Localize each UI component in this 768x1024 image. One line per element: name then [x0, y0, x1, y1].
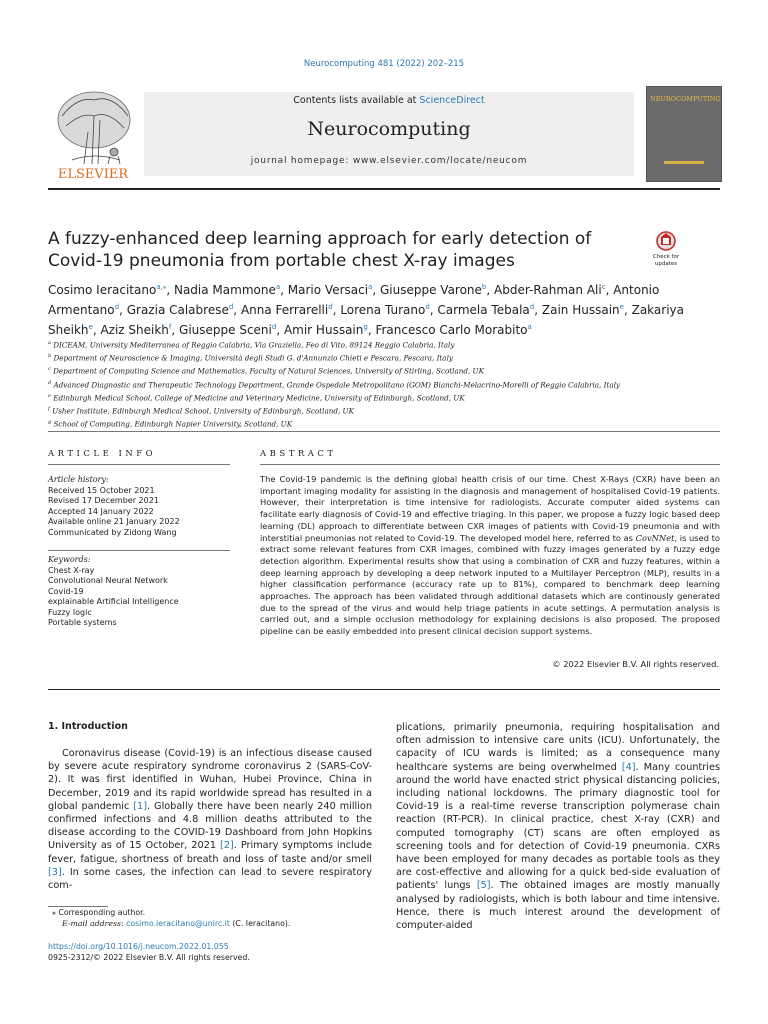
history-entry: Revised 17 December 2021 — [48, 496, 159, 505]
author-affiliation-mark[interactable]: f — [168, 323, 172, 331]
author-name: Antonio Armentano — [48, 283, 660, 317]
citation-link[interactable]: [3] — [48, 866, 62, 878]
svg-text:updates: updates — [654, 261, 678, 267]
email-link[interactable]: cosimo.ieracitano@unirc.it — [126, 919, 230, 928]
history-entry: Communicated by Zidong Wang — [48, 527, 177, 537]
keyword: explainable Artificial Intelligence — [48, 597, 179, 606]
author-affiliation-mark[interactable]: e — [619, 303, 624, 311]
publisher-wordmark: ELSEVIER — [57, 167, 129, 181]
journal-reference[interactable]: Neurocomputing 481 (2022) 202–215 — [303, 59, 465, 69]
author-name: Grazia Calabrese — [126, 303, 229, 317]
intro-column-2 — [396, 721, 720, 932]
info-divider — [48, 464, 230, 465]
author-affiliation-mark[interactable]: d — [529, 303, 535, 311]
citation-link[interactable]: [2] — [220, 840, 234, 852]
issn-line: 0925-2312/© 2022 Elsevier B.V. All rights reserved. — [48, 953, 250, 962]
body-text: . Many countries around the world have enacted strict physical distancing policies, including national lockdowns. The primary diagnostic tool for Covid-19 is a real-time reverse transcription polymerase chain reaction (RT-PCR). In clinical practice, chest X-ray (CXR) and computed tomography (CT) scans are often employed as screening tools and for detection of Covid-19 pneumonia. CXRs have been employed for many decades as portable tools as they are cost-effective and allowing for a quick bed-side evaluation of patients' lungs — [396, 761, 720, 892]
affiliation-text: School of Computing, Edinburgh Napier University, Scotland, UK — [53, 419, 293, 429]
author-name: Zakariya Sheikh — [48, 303, 684, 337]
author-name: Giuseppe Varone — [379, 283, 482, 297]
author-affiliation-mark[interactable]: a,⁎ — [156, 283, 167, 291]
author-name: Anna Ferrarelli — [240, 303, 329, 317]
history-entry: Available online 21 January 2022 — [48, 517, 180, 526]
body-text: plications, primarily pneumonia, requiring hospitalisation and often admission to intensive care units (ICU). Unfortunately, the capacity of ICU wards is limited; as a consequence many healthcare systems are being overwhelmed — [396, 722, 720, 773]
check-for-updates-badge[interactable] — [646, 230, 686, 270]
author-affiliation-mark[interactable]: a — [527, 323, 532, 331]
author-name: Lorena Turano — [340, 303, 426, 317]
journal-homepage: journal homepage: www.elsevier.com/locate/neucom — [250, 156, 528, 166]
author-affiliation-mark[interactable]: b — [481, 283, 487, 291]
affiliations — [48, 338, 720, 430]
section-divider — [48, 431, 720, 432]
author-affiliation-mark[interactable]: c — [601, 283, 606, 291]
affiliation-line — [48, 417, 720, 430]
journal-header — [48, 86, 720, 181]
author-name: Cosimo Ieracitano — [48, 283, 157, 297]
affiliation-text: DICEAM, University Mediterranea of Reggio Calabria, Via Graziella, Feo di Vito, 89124 Reggio Calabria, Italy — [53, 340, 455, 350]
doi-link[interactable]: https://doi.org/10.1016/j.neucom.2022.01.055 — [48, 942, 229, 951]
body-text: . Primary symptoms include fever, fatigue, shortness of breath and loss of taste and/or smell — [48, 840, 372, 865]
corresponding-author-note: ⁎ Corresponding author. — [52, 908, 146, 917]
article-info-heading: ARTICLE INFO — [48, 449, 157, 459]
author-name: Zain Hussain — [541, 303, 620, 317]
affiliation-text: Advanced Diagnostic and Therapeutic Technology Department, Grande Ospedale Metropolitano (GOM) Bianchi-Melacrino-Morelli of Reggio Calabria, Italy — [53, 379, 620, 389]
abstract-text: The Covid-19 pandemic is the defining global health crisis of our time. Chest X-Rays (CXR) have been an important imaging modality for assisting in the diagnosis and management of hospitalised Covid-19 patients. However, their interpretation is time intensive for radiologists. Accurate computer aided systems can facilitate early diagnosis of Covid-19 and effective triaging. In this paper, we propose a fuzzy logic based deep learning (DL) approach to differentiate between CXR images of patients with Covid-19 pneumonia and with interstitial pneumonias not related to Covid-19. The developed model here, referred to as CovNNet, is used to extract some relevant features from CXR images, combined with fuzzy images generated by a fuzzy edge detection algorithm. Experimental results show that using a combination of CXR and fuzzy features, within a deep learning approach by developing a deep network inputed to a Multilayer Perceptron (MLP), results in a higher classification performance (accuracy rate up to 81%), compared to benchmark deep learning approaches. The approach has been validated through additional datasets which are continously generated due to the spread of the virus and would help triage patients in acute settings. A permutation analysis is carried out, and a simple occlusion methodology for explaining decisions is also proposed. The proposed pipeline can be easily embedded into present clinical decision support systems. — [260, 474, 720, 637]
author-affiliation-mark[interactable]: g — [363, 323, 368, 331]
journal-name: Neurocomputing — [307, 118, 471, 140]
author-affiliation-mark[interactable]: a — [368, 283, 373, 291]
author-name: Carmela Tebala — [437, 303, 530, 317]
affiliation-key: e — [48, 392, 51, 399]
header-rule — [48, 188, 720, 190]
keywords-label: Keywords: — [48, 555, 91, 564]
author-name: Abder-Rahman Ali — [494, 283, 602, 297]
cover-title: NEUROCOMPUTING — [650, 95, 721, 103]
svg-text:Check for: Check for — [652, 254, 680, 260]
affiliation-line — [48, 391, 720, 404]
author-name: Francesco Carlo Morabito — [375, 323, 528, 337]
author-affiliation-mark[interactable]: d — [328, 303, 333, 311]
doi-block — [48, 941, 348, 963]
affiliation-text: Usher Institute, Edinburgh Medical School, University of Edinburgh, Scotland, UK — [52, 406, 354, 416]
abstract-heading: ABSTRACT — [260, 449, 337, 459]
contents-line: Contents lists available at ScienceDirect — [293, 95, 485, 106]
body-text: Coronavirus disease (Covid-19) is an infectious disease caused by severe acute respiratory syndrome coronavirus 2 (SARS-CoV-2). It was first identified in Wuhan, Hubei Province, China in December, 2019 and its rapid worldwide spread has resulted in a global pandemic — [48, 748, 372, 812]
author-affiliation-mark[interactable]: a — [275, 283, 281, 291]
sciencedirect-link[interactable]: ScienceDirect — [419, 95, 485, 106]
affiliation-key: d — [48, 379, 52, 386]
history-entry: Accepted 14 January 2022 — [48, 506, 154, 516]
affiliation-line — [48, 351, 720, 364]
affiliation-line — [48, 338, 720, 351]
author-name: Mario Versaci — [287, 283, 369, 297]
body-text: . The obtained images are mostly manually analysed by radiologists, which is both labour and time intensive. Hence, there is much interest around the development of computer-aided — [396, 880, 720, 932]
body-text: . In some cases, the infection can lead to severe respiratory com- — [48, 866, 372, 892]
author-affiliation-mark[interactable]: e — [88, 323, 93, 331]
affiliation-text: Department of Computing Science and Mathematics, Faculty of Natural Sciences, University of Stirling, Scotland, UK — [53, 366, 484, 376]
affiliation-key: a — [48, 340, 51, 346]
affiliation-key: c — [48, 366, 51, 373]
cover-stripe — [664, 161, 704, 164]
citation-link[interactable]: [1] — [133, 800, 148, 812]
abstract-copyright: © 2022 Elsevier B.V. All rights reserved. — [552, 659, 719, 669]
affiliation-line — [48, 364, 720, 377]
history-label: Article history: — [48, 475, 109, 484]
author-affiliation-mark[interactable]: d — [425, 303, 430, 311]
keyword: Fuzzy logic — [48, 607, 92, 617]
author-affiliation-mark[interactable]: d — [271, 323, 277, 331]
article-history — [48, 475, 230, 538]
affiliation-key: g — [48, 419, 52, 426]
email-line: E-mail address: cosimo.ieracitano@unirc.it (C. Ieracitano). — [62, 919, 291, 928]
abstract-rule — [48, 689, 720, 690]
citation-link[interactable]: [5] — [476, 880, 491, 892]
introduction-heading: 1. Introduction — [48, 721, 128, 732]
author-name: Amir Hussain — [283, 323, 364, 337]
citation-link[interactable]: [4] — [621, 761, 636, 773]
journal-masthead — [144, 92, 634, 176]
journal-cover-image[interactable] — [646, 86, 722, 182]
affiliation-key: f — [48, 405, 50, 412]
author-affiliation-mark[interactable]: d — [114, 303, 120, 311]
author-affiliation-mark[interactable]: d — [228, 303, 234, 311]
keyword: Covid-19 — [48, 586, 84, 596]
elsevier-logo — [48, 86, 138, 181]
intro-column-1 — [48, 747, 372, 892]
author-name: Aziz Sheikh — [100, 323, 169, 337]
body-text: . Globally there have been nearly 240 million confirmed infections and 4.8 million deaths attributed to the disease according to the COVID-19 Dashboard from John Hopkins University as of 15 October, 2021 — [48, 800, 372, 852]
author-name: Giuseppe Sceni — [179, 323, 272, 337]
footnote — [52, 907, 352, 929]
keyword: Chest X-ray — [48, 565, 95, 575]
author-name: Nadia Mammone — [173, 283, 276, 297]
author-list: Cosimo Ieracitano$^{a,⁎}$, Nadia Mammone$^a$, Mario Versaci$^a$, Giuseppe Varone$^b$, Abder-Rahman Ali$^c$, Antonio Armentano$^d$, Grazia Calabrese$^d$, Anna Ferrarelli$^d$, Lorena Turano$^d$, Carmela Tebala$^d$, Zain Hussain$^e$, Zakariya Sheikh$^e$, Aziz Sheikh$^f$, Giuseppe Sceni$^d$, Amir Hussain$^g$, Francesco Carlo Morabito$^a$ — [48, 283, 684, 337]
affiliation-line — [48, 378, 720, 391]
article-title: A fuzzy-enhanced deep learning approach for early detection of Covid-19 pneumonia from portable chest X-ray images — [48, 229, 592, 271]
abstract-divider — [260, 464, 720, 465]
history-entry: Received 15 October 2021 — [48, 485, 155, 495]
affiliation-text: Department of Neuroscience & Imaging, Università degli Studi G. d'Annunzio Chieti e Pescara, Pescara, Italy — [53, 353, 453, 363]
affiliation-line — [48, 404, 720, 417]
keywords — [48, 555, 230, 629]
affiliation-key: b — [48, 353, 52, 360]
affiliation-text: Edinburgh Medical School, College of Medicine and Veterinary Medicine, University of Edinburgh, Scotland, UK — [53, 393, 465, 403]
keyword: Portable systems — [48, 618, 117, 627]
homepage-link[interactable]: www.elsevier.com/locate/neucom — [352, 156, 528, 166]
history-divider — [48, 550, 230, 551]
keyword: Convolutional Neural Network — [48, 576, 168, 585]
